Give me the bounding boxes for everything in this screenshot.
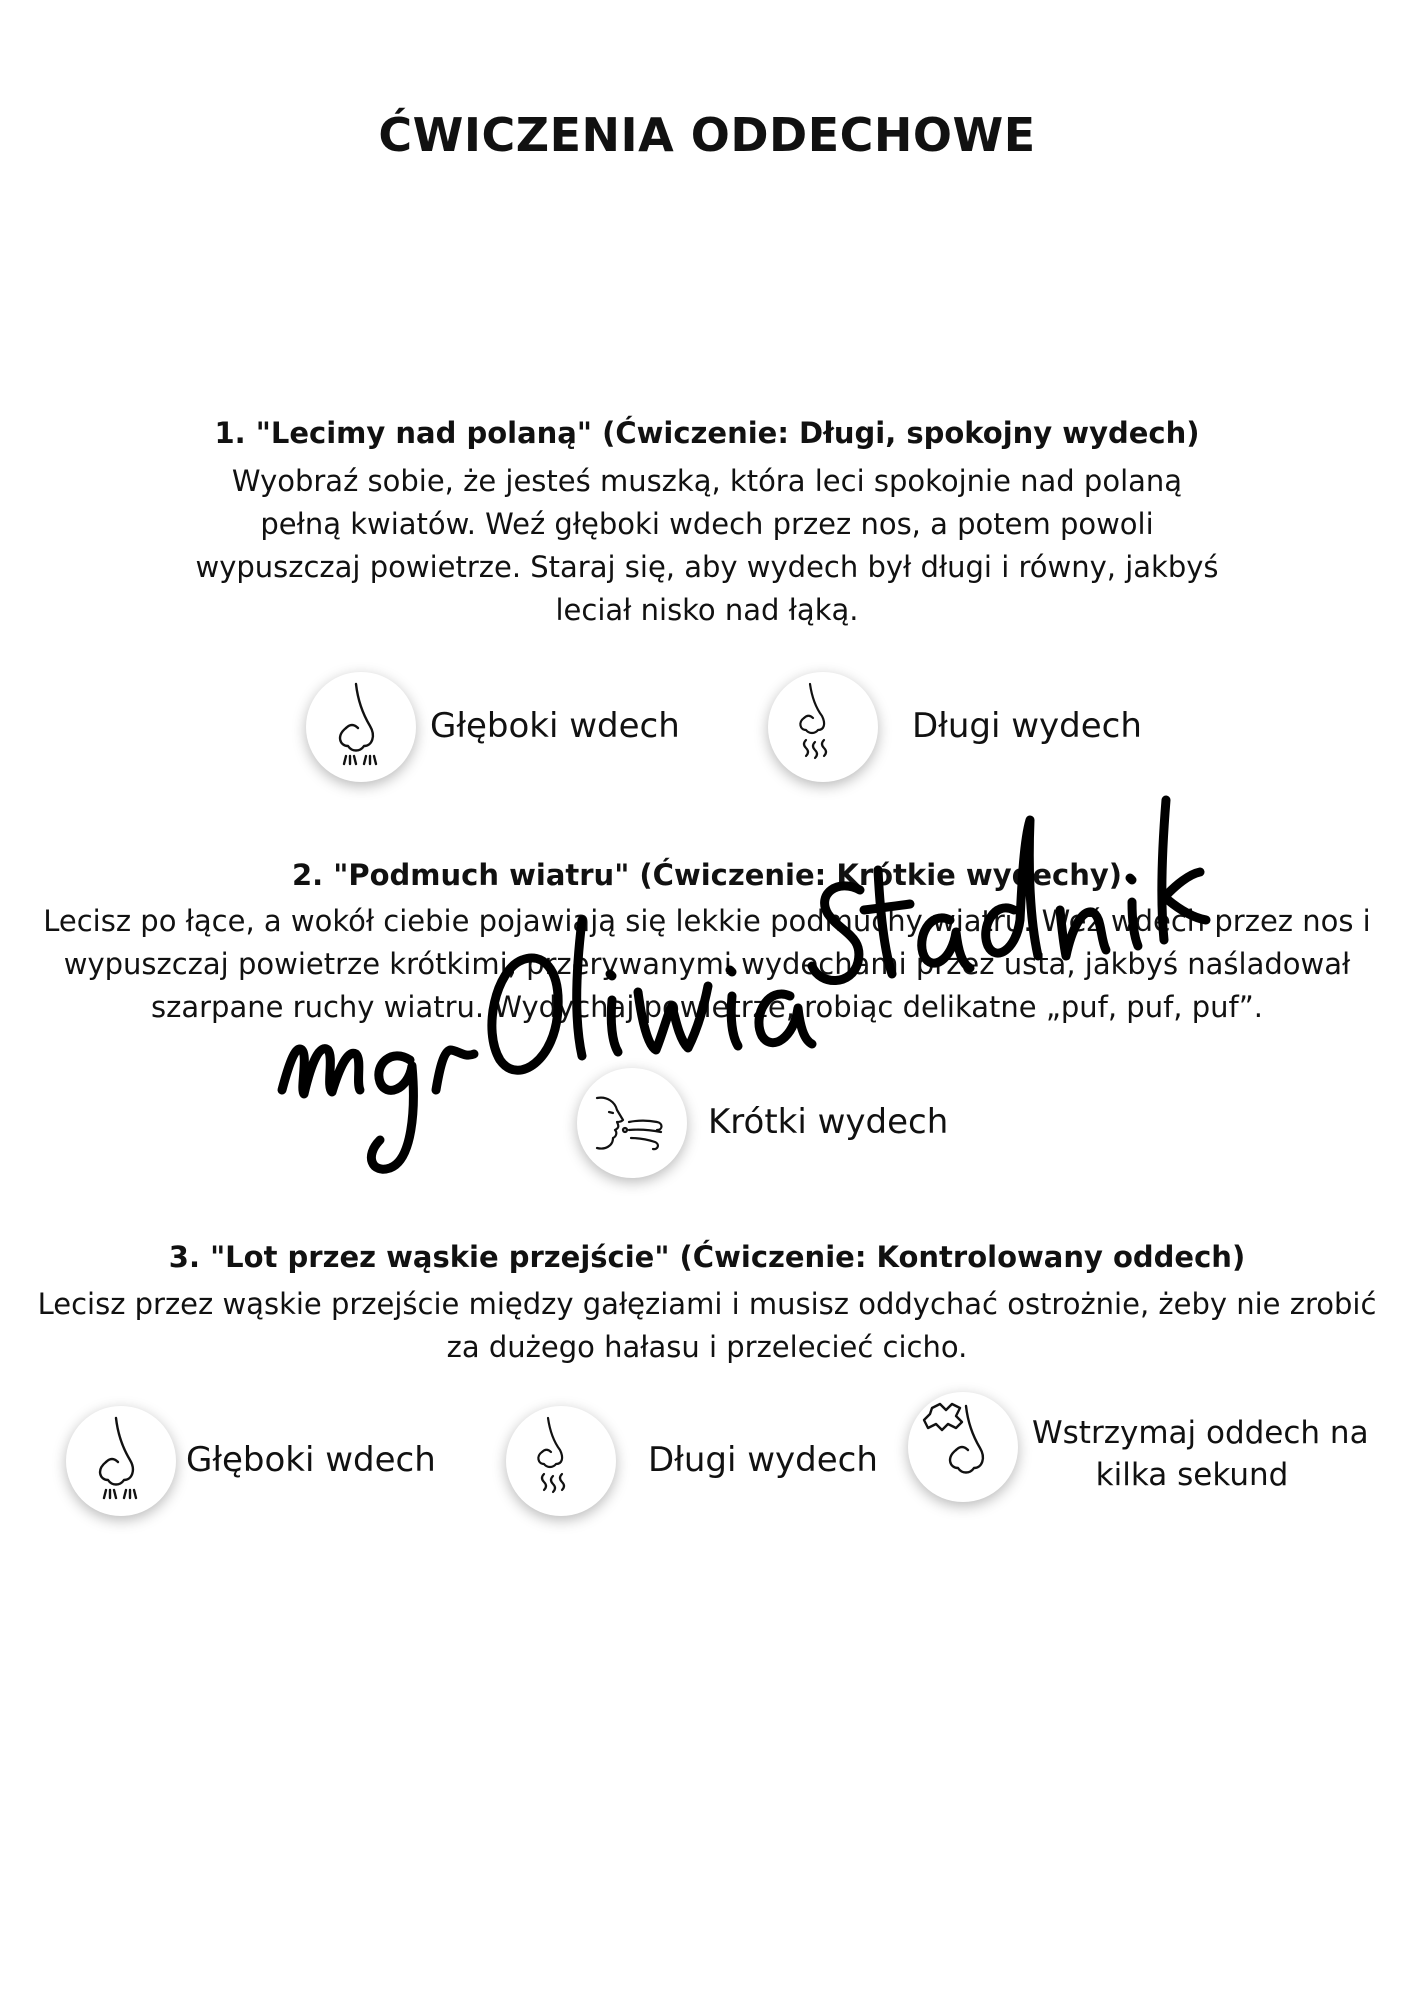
icon-label: Głęboki wdech — [430, 706, 680, 746]
nose-exhale-icon — [506, 1406, 616, 1516]
section-2-description — [20, 900, 1394, 1029]
nose-hold-icon — [908, 1392, 1018, 1502]
icon-label-line: kilka sekund — [1095, 1457, 1289, 1493]
section-2-heading: 2. "Podmuch wiatru" (Ćwiczenie: Krótkie wydechy) — [291, 858, 1123, 892]
nose-exhale-icon — [768, 672, 878, 782]
icon-label: Krótki wydech — [708, 1102, 949, 1142]
section-1-line: wypuszczaj powietrze. Staraj się, aby wydech był długi i równy, jakbyś — [195, 550, 1219, 584]
nose-inhale-icon — [306, 672, 416, 782]
icon-label — [1032, 1412, 1369, 1496]
section-1-line: leciał nisko nad łąką. — [555, 593, 859, 627]
section-3-description — [20, 1283, 1394, 1369]
icon-label-line: Wstrzymaj oddech na — [1032, 1415, 1369, 1451]
section-1-description — [150, 460, 1264, 632]
page-title: ĆWICZENIA ODDECHOWE — [378, 108, 1036, 162]
icon-label: Długi wydech — [912, 706, 1142, 746]
nose-inhale-icon — [66, 1406, 176, 1516]
icon-label: Głęboki wdech — [186, 1440, 436, 1480]
section-1-heading: 1. "Lecimy nad polaną" (Ćwiczenie: Długi, spokojny wydech) — [214, 416, 1200, 450]
section-3-line: za dużego hałasu i przelecieć cicho. — [446, 1330, 968, 1364]
section-1-line: pełną kwiatów. Weź głęboki wdech przez nos, a potem powoli — [260, 507, 1154, 541]
section-2-line: wypuszczaj powietrze krótkimi, przerywanymi wydechami przez usta, jakbyś naśladował — [63, 947, 1351, 981]
section-2-line: szarpane ruchy wiatru. Wydychaj powietrze, robiąc delikatne „puf, puf, puf”. — [151, 990, 1263, 1024]
section-3-heading: 3. "Lot przez wąskie przejście" (Ćwiczenie: Kontrolowany oddech) — [168, 1240, 1246, 1274]
section-1-line: Wyobraź sobie, że jesteś muszką, która leci spokojnie nad polaną — [231, 464, 1183, 498]
section-2-line: Lecisz po łące, a wokół ciebie pojawiają się lekkie podmuchy wiatru. Weź wdech przez nos i — [43, 904, 1371, 938]
face-blowing-icon — [577, 1068, 687, 1178]
section-3-line: Lecisz przez wąskie przejście między gałęziami i musisz oddychać ostrożnie, żeby nie zrobić — [37, 1287, 1377, 1321]
icon-label: Długi wydech — [648, 1440, 878, 1480]
